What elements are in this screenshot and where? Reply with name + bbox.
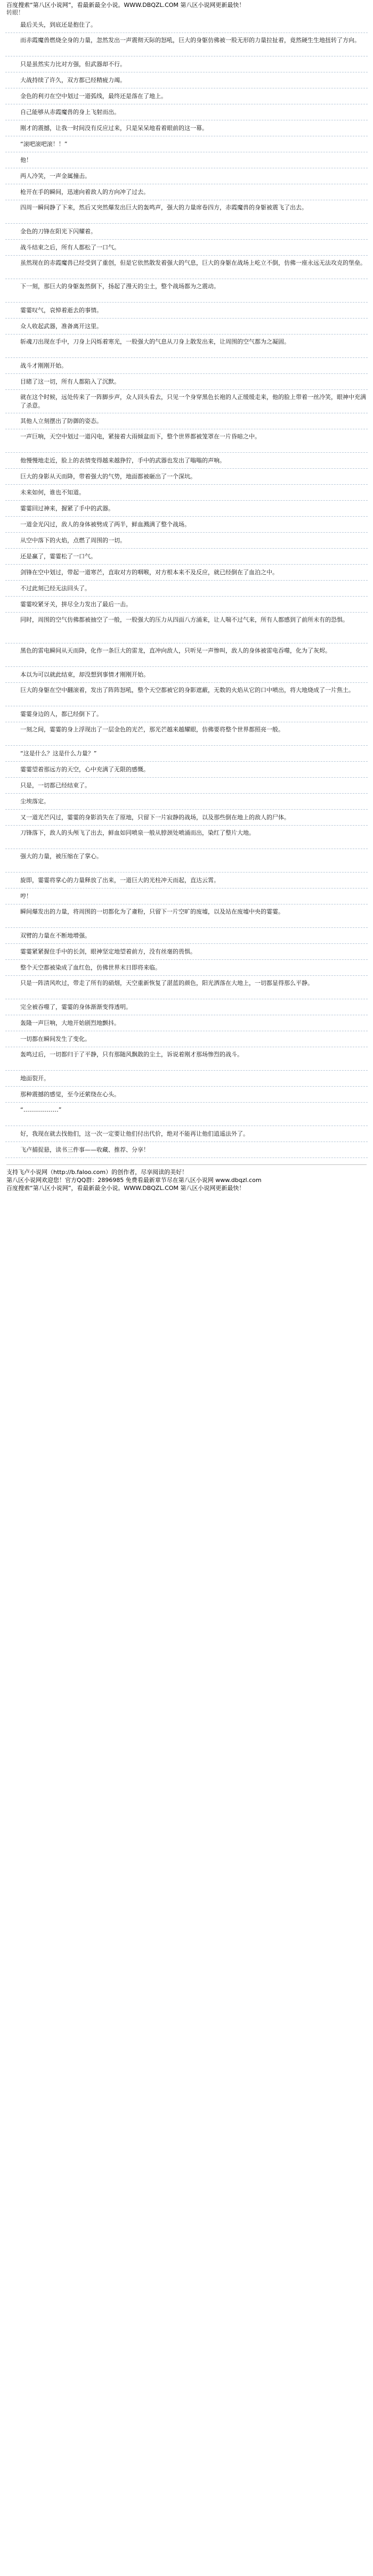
paragraph: 战斗结束之后，所有人都松了一口气。 bbox=[5, 240, 368, 256]
paragraph: 四周一瞬间静了下来，然后又突然爆发出巨大的轰鸣声，强大的力量席卷四方，赤霞魔兽的身躯被震飞了出去。 bbox=[5, 200, 368, 224]
paragraph: 黑色的雷电瞬间从天而降，化作一条巨大的雷龙，直冲向敌人，只听见一声惨叫，敌人的身体被雷电吞噬，化为了灰烬。 bbox=[5, 643, 368, 667]
paragraph: 又一道光芒闪过，霎霎的身影消失在了原地，只留下一片寂静的战场，以及那些倒在地上的敌人的尸体。 bbox=[5, 810, 368, 826]
paragraph: 整个天空都被染成了血红色，仿佛世界末日即将来临。 bbox=[5, 960, 368, 976]
paragraph: 斩魂刀出现在手中，刀身上闪烁着寒光，一股强大的气息从刀身上散发出来，让周围的空气都为之凝固。 bbox=[5, 335, 368, 358]
paragraph: 不过此刻已经无法回头了。 bbox=[5, 581, 368, 597]
paragraph: 瞬间爆发出的力量，将周围的一切都化为了齑粉，只留下一片空旷的废墟，以及站在废墟中央的霎霎。 bbox=[5, 904, 368, 928]
paragraph: 那种震撼的感觉，至今还萦绕在心头。 bbox=[5, 1087, 368, 1103]
paragraph: 虽然现在的赤霞魔兽已经受到了重创，但是它依然散发着强大的气息，巨大的身躯在战场上屹立不倒，仿佛一座永远无法攻克的堡垒。 bbox=[5, 256, 368, 279]
paragraph: 地面裂开。 bbox=[5, 1071, 368, 1087]
paragraph: 巨大的身影从天而降，带着强大的气势，地面都被砸出了一个深坑。 bbox=[5, 469, 368, 485]
paragraph: 尘埃落定。 bbox=[5, 794, 368, 810]
paragraph: 最后关头，到底还是抱住了。 bbox=[5, 17, 368, 33]
paragraph: 轰鸣过后，一切都归于了平静，只有那随风飘散的尘土，诉说着刚才那场惨烈的战斗。 bbox=[5, 1047, 368, 1071]
paragraph: 旋即，霎霎将掌心的力量释放了出来，一道巨大的光柱冲天而起，直达云霄。 bbox=[5, 873, 368, 888]
top-banner bbox=[0, 0, 373, 17]
paragraph: 众人收起武器，准备离开这里。 bbox=[5, 319, 368, 335]
paragraph: 他！ bbox=[5, 152, 368, 168]
footer-divider bbox=[6, 1164, 367, 1165]
paragraph: 刀锋落下，敌人的头颅飞了出去，鲜血如同喷泉一般从脖颈处喷涌而出，染红了整片大地。 bbox=[5, 826, 368, 849]
paragraph: 一刻之间，霎霎的身上浮现出了一层金色的光芒，那光芒越来越耀眼，仿佛要将整个世界都照亮一般。 bbox=[5, 722, 368, 746]
paragraph: 哼！ bbox=[5, 888, 368, 904]
paragraph: 霎霎咬紧牙关，拼尽全力发出了最后一击。 bbox=[5, 597, 368, 613]
paragraph: 下一刻，那巨大的身躯轰然倒下，扬起了漫天的尘土，整个战场都为之震动。 bbox=[5, 279, 368, 303]
paragraph: 一切都在瞬间发生了变化。 bbox=[5, 1031, 368, 1047]
paragraph: 本以为可以就此结束，却没想到事情才刚刚开始。 bbox=[5, 667, 368, 683]
paragraph: 霎霎叹气，哀悼着逝去的事情。 bbox=[5, 303, 368, 319]
paragraph: 双臂的力量在不断地增强。 bbox=[5, 928, 368, 944]
paragraph: 强大的力量，被压缩在了掌心。 bbox=[5, 849, 368, 873]
paragraph: 金色的刀锋在阳光下闪耀着。 bbox=[5, 224, 368, 240]
paragraph: “这是什么？这是什么力量？” bbox=[5, 746, 368, 762]
banner-line-1: 百度搜索“第八区小说网”，看最新最全小说。WWW.DBQZL.COM 第八区小说网更新最快！ bbox=[6, 2, 245, 9]
paragraph: 巨大的身躯在空中翻滚着，发出了阵阵怒吼，整个天空都被它的身影遮蔽，无数的火焰从它的口中喷出，将大地烧成了一片焦土。 bbox=[5, 683, 368, 706]
paragraph: 未来如何，谁也不知道。 bbox=[5, 485, 368, 501]
paragraph: “滚吧滚吧滚！！” bbox=[5, 136, 368, 152]
paragraph: 大战持续了许久，双方都已经精疲力竭。 bbox=[5, 72, 368, 88]
paragraph: 金色的利刃在空中划过一道弧线，最终还是落在了地上。 bbox=[5, 88, 368, 104]
footer bbox=[0, 1158, 373, 1192]
banner-line-2: 转眼！ bbox=[6, 9, 24, 16]
paragraph: 而赤霞魔兽燃烧全身的力量，忽然发出一声震彻天际的怒吼，巨大的身躯仿佛被一股无形的力量拉扯着，竟然硬生生地扭转了方向。 bbox=[5, 33, 368, 56]
paragraph: 一声巨响，天空中划过一道闪电，紧接着大雨倾盆而下，整个世界都被笼罩在一片昏暗之中。 bbox=[5, 429, 368, 453]
paragraph: 就在这个时候，远处传来了一阵脚步声，众人回头看去，只见一个身穿黑色长袍的人正缓缓走来，他的脸上带着一丝冷笑，眼神中充满了杀意。 bbox=[5, 390, 368, 413]
paragraph: 一道金光闪过，敌人的身体被劈成了两半，鲜血溅满了整个战场。 bbox=[5, 517, 368, 533]
paragraph: 只是，一切都已经结束了。 bbox=[5, 778, 368, 794]
paragraph: 霎霎回过神来，握紧了手中的武器。 bbox=[5, 501, 368, 517]
paragraph: 还是赢了，霎霎松了一口气。 bbox=[5, 549, 368, 565]
paragraph: 完全被吞噬了，霎霎的身体渐渐变得透明。 bbox=[5, 999, 368, 1015]
footer-line-1[interactable]: 支持飞卢小说网（http://b.faloo.com）的创作者，尽享阅读的美好！ bbox=[6, 1169, 188, 1176]
paragraph: 其他人立刻摆出了防御的姿态。 bbox=[5, 413, 368, 429]
paragraph: 剑锋在空中划过，带起一道寒芒，直取对方的咽喉，对方根本来不及反应，就已经倒在了血泊之中。 bbox=[5, 565, 368, 581]
paragraph: 战斗才刚刚开始。 bbox=[5, 358, 368, 374]
paragraph: 自己能够从赤霞魔兽的身上飞射而出。 bbox=[5, 104, 368, 120]
paragraph: 枪开在手的瞬间，迅速向着敌人的方向冲了过去。 bbox=[5, 184, 368, 200]
paragraph: 两人冷笑，一声金属撞击。 bbox=[5, 168, 368, 184]
paragraph: 他慢慢地走近，脸上的表情变得越来越狰狞，手中的武器也发出了嗡嗡的声响。 bbox=[5, 453, 368, 469]
paragraph: 飞卢捕捉悬，读书三件事——收藏、推荐、分享！ bbox=[5, 1142, 368, 1158]
paragraph: 目睹了这一切，所有人都陷入了沉默。 bbox=[5, 374, 368, 390]
footer-line-3: 百度搜索“第八区小说网”，看最新最全小说。WWW.DBQZL.COM 第八区小说网更新最快！ bbox=[6, 1185, 245, 1192]
paragraph: 霎霎身边的人，都已经倒下了。 bbox=[5, 706, 368, 722]
paragraph: 只是虽然实力比对方强，但武器却不行。 bbox=[5, 56, 368, 72]
paragraph: 轰隆一声巨响，大地开始剧烈地颤抖。 bbox=[5, 1015, 368, 1031]
paragraph: 刚才的震撼，让我一时间没有反应过来，只是呆呆地看着眼前的这一幕。 bbox=[5, 120, 368, 136]
paragraph: 霎霎紧紧握住手中的长剑，眼神坚定地望着前方，没有丝毫的畏惧。 bbox=[5, 944, 368, 960]
paragraph: “………………” bbox=[5, 1103, 368, 1126]
paragraph: 霎霎望着那远方的天空，心中充满了无限的感慨。 bbox=[5, 762, 368, 778]
paragraph: 只是一阵清风吹过，带走了所有的硝烟，天空重新恢复了湛蓝的颜色，阳光洒落在大地上，一切都显得那么平静。 bbox=[5, 976, 368, 999]
paragraph: 从空中落下的火焰，点燃了周围的一切。 bbox=[5, 533, 368, 549]
paragraph: 同时，周围的空气仿佛都被抽空了一般，一股强大的压力从四面八方涌来，让人喘不过气来，所有人都感到了前所未有的恐惧。 bbox=[5, 613, 368, 643]
paragraph: 好，我现在就去找他们，这一次一定要让他们付出代价，绝对不能再让他们逍遥法外了。 bbox=[5, 1126, 368, 1142]
chapter-content bbox=[0, 17, 373, 1158]
footer-line-2: 第八区小说网欢迎您！官方QQ群：2896985 免费看最新章节尽在第八区小说网 www.dbqzl.com bbox=[6, 1177, 262, 1184]
